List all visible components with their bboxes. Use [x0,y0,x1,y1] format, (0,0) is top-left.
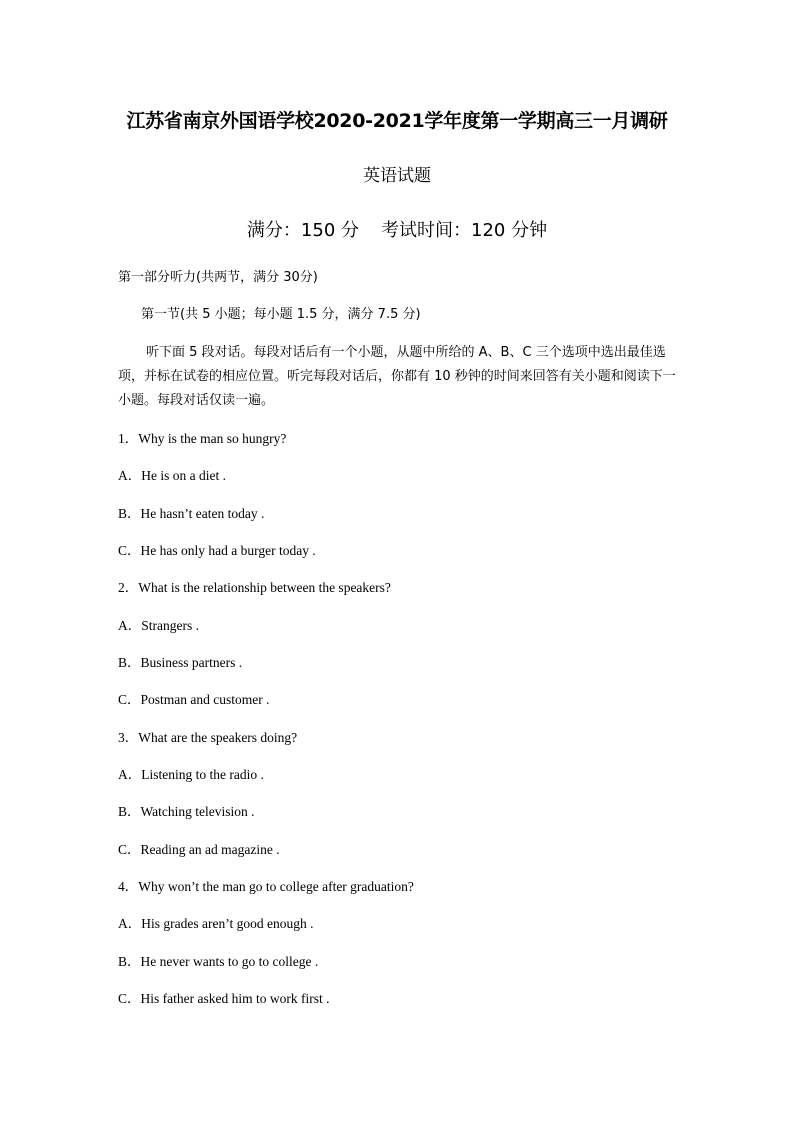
question-option: B．He hasn’t eaten today . [118,506,265,521]
question-option: C．Reading an ad magazine . [118,842,280,857]
section-heading: 第一节(共 5 小题；每小题 1.5 分，满分 7.5 分) [141,307,421,322]
question-option: C．His father asked him to work first . [118,991,330,1006]
question-option: B．Watching television . [118,804,255,819]
exam-time: 考试时间：120 分钟 [381,220,548,241]
question-option: A．His grades aren’t good enough . [118,916,314,931]
question-option: B．He never wants to go to college . [118,954,319,969]
score-time-line [0,216,794,242]
listening-instructions: 听下面 5 段对话。每段对话后有一个小题，从题中所给的 A、B、C 三个选项中选出最佳选项，并标在试卷的相应位置。听完每段对话后，你都有 10 秒钟的时间来回答有关小题和阅读下一小题。每段对话仅读一遍。 [118,345,676,408]
full-score: 满分：150 分 [246,220,359,241]
question-option: C．He has only had a burger today . [118,543,316,558]
question-option: B．Business partners . [118,655,243,670]
question-stem: 4．Why won’t the man go to college after graduation? [118,879,414,894]
question-stem: 2．What is the relationship between the speakers? [118,580,391,595]
exam-subject: 英语试题 [363,166,431,186]
question-option: A．Strangers . [118,618,199,633]
exam-title: 江苏省南京外国语学校2020-2021学年度第一学期高三一月调研 [126,110,668,132]
question-stem: 1．Why is the man so hungry? [118,431,287,446]
question-stem: 3．What are the speakers doing? [118,730,298,745]
question-option: A．Listening to the radio . [118,767,264,782]
part-heading: 第一部分听力(共两节，满分 30分) [118,270,318,285]
question-option: A．He is on a diet . [118,468,226,483]
question-option: C．Postman and customer . [118,692,270,707]
